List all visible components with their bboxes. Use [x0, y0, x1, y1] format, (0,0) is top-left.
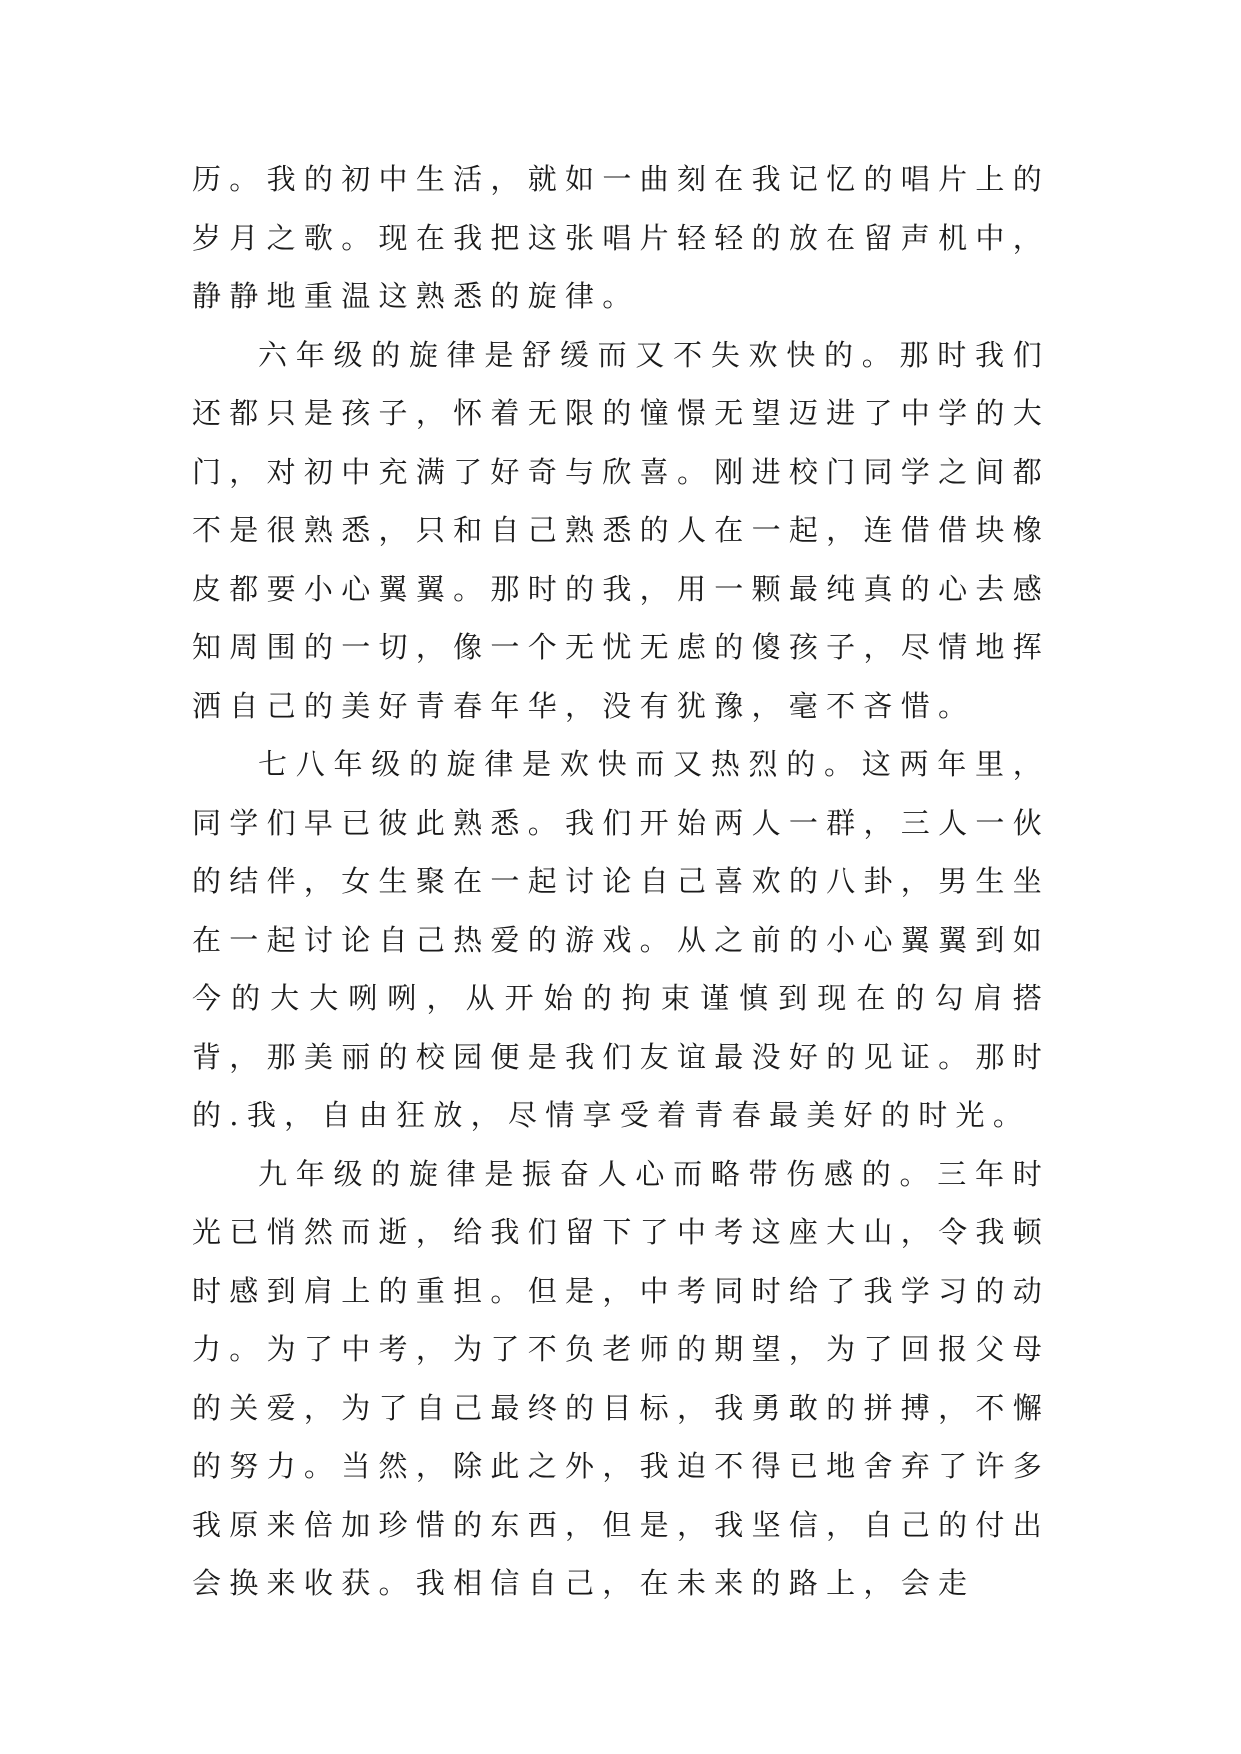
paragraph-grade-seven-eight: 七八年级的旋律是欢快而又热烈的。这两年里，同学们早已彼此熟悉。我们开始两人一群，三人一伙的结伴，女生聚在一起讨论自己喜欢的八卦，男生坐在一起讨论自己热爱的游戏。从之前的小心翼翼到如今的大大咧咧，从开始的拘束谨慎到现在的勾肩搭背，那美丽的校园便是我们友谊最没好的见证。那时的.我，自由狂放，尽情享受着青春最美好的时光。 — [192, 747, 1050, 1132]
document-body — [192, 150, 1050, 1613]
paragraph-grade-nine: 九年级的旋律是振奋人心而略带伤感的。三年时光已悄然而逝，给我们留下了中考这座大山，令我顿时感到肩上的重担。但是，中考同时给了我学习的动力。为了中考，为了不负老师的期望，为了回报父母的关爱，为了自己最终的目标，我勇敢的拼搏，不懈的努力。当然，除此之外，我迫不得已地舍弃了许多我原来倍加珍惜的东西，但是，我坚信，自己的付出会换来收获。我相信自己，在未来的路上，会走 — [192, 1156, 1050, 1600]
paragraph-continued-intro: 历。我的初中生活，就如一曲刻在我记忆的唱片上的岁月之歌。现在我把这张唱片轻轻的放在留声机中，静静地重温这熟悉的旋律。 — [192, 162, 1050, 313]
paragraph-grade-six: 六年级的旋律是舒缓而又不失欢快的。那时我们还都只是孩子，怀着无限的憧憬无望迈进了中学的大门，对初中充满了好奇与欣喜。刚进校门同学之间都不是很熟悉，只和自己熟悉的人在一起，连借借块橡皮都要小心翼翼。那时的我，用一颗最纯真的心去感知周围的一切，像一个无忧无虑的傻孩子，尽情地挥洒自己的美好青春年华，没有犹豫，毫不吝惜。 — [192, 337, 1050, 723]
